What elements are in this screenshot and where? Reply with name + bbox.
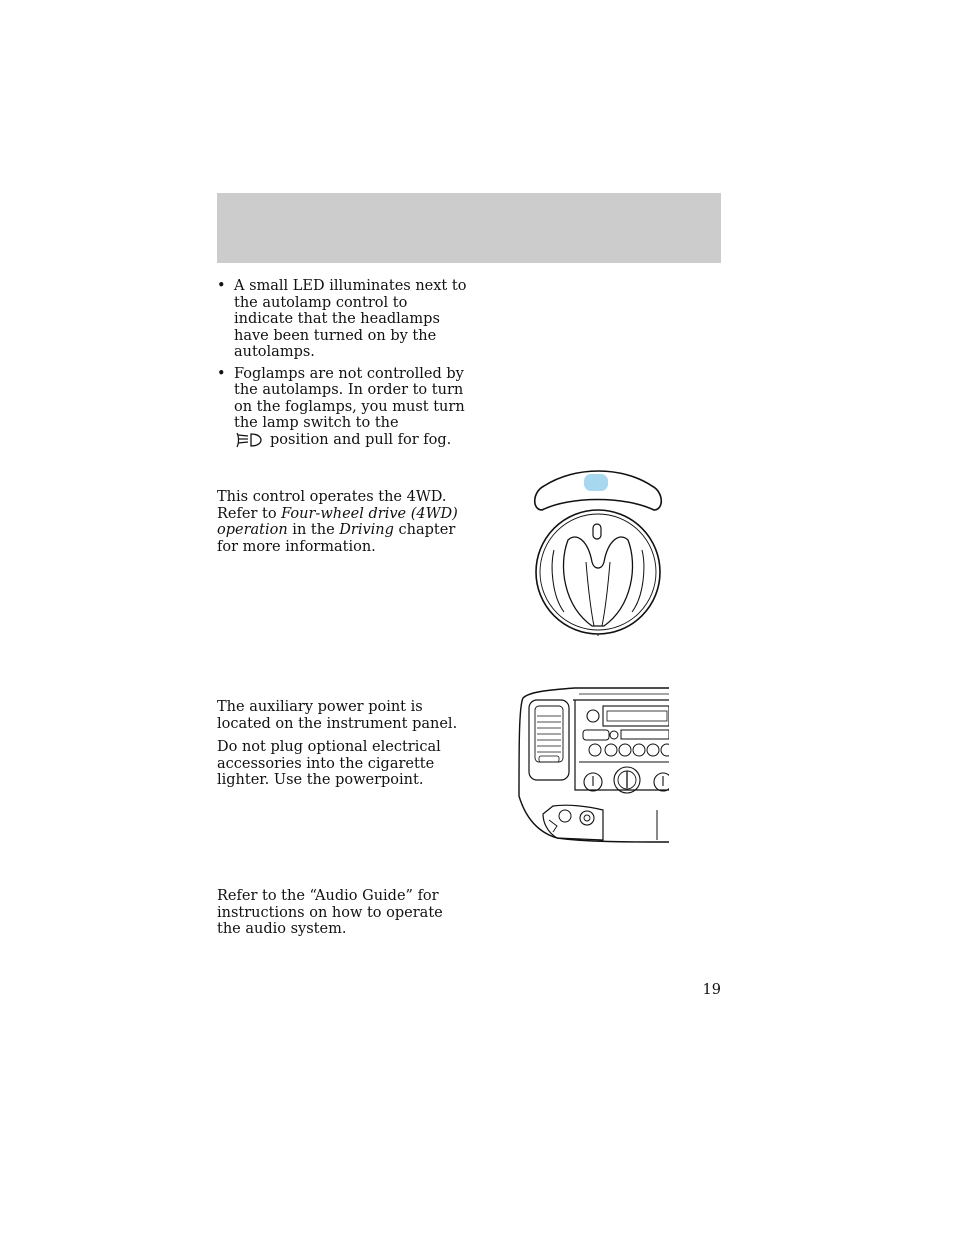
fwd-link-text: Four-wheel drive (4WD) operation: [217, 505, 458, 538]
page-number: 19: [702, 982, 721, 998]
power-paragraph-2: Do not plug optional electrical accessories into the cigarette lighter. Use the powerpoint.: [217, 739, 441, 788]
audio-paragraph: Refer to the “Audio Guide” for instructions on how to operate the audio system.: [217, 888, 443, 937]
power-paragraph-1: The auxiliary power point is located on the instrument panel.: [217, 699, 458, 732]
fwd-control-paragraph: [217, 489, 467, 555]
fwd-text: chapter for more information.: [217, 522, 456, 555]
bullet-text-after-icon: position and pull for fog.: [270, 431, 452, 448]
foglamp-icon: [234, 432, 262, 448]
fwd-text: This control operates the 4WD. Refer to: [217, 489, 447, 522]
instrument-panel-illustration: [517, 686, 669, 846]
list-item: [217, 278, 467, 361]
power-point-socket-icon: [580, 811, 594, 825]
4wd-indicator-light: [584, 474, 608, 491]
bullet-text: A small LED illuminates next to the autolamp control to indicate that the headlamps have been turned on by the autolamps.: [234, 278, 467, 360]
fwd-chapter-text: Driving: [339, 522, 394, 538]
autolamp-bullet-list: [217, 278, 467, 453]
bullet-dot: •: [217, 278, 226, 294]
4wd-control-illustration: [530, 466, 666, 636]
fwd-text: in the: [287, 522, 340, 538]
bullet-dot: •: [217, 365, 226, 382]
power-point-section: [217, 699, 467, 796]
section-header-band: [217, 193, 721, 263]
audio-section: [217, 888, 467, 945]
list-item: [217, 366, 467, 449]
bullet-text: Foglamps are not controlled by the autolamps. In order to turn on the foglamps, you must turn the lamp switch to the: [234, 365, 465, 431]
